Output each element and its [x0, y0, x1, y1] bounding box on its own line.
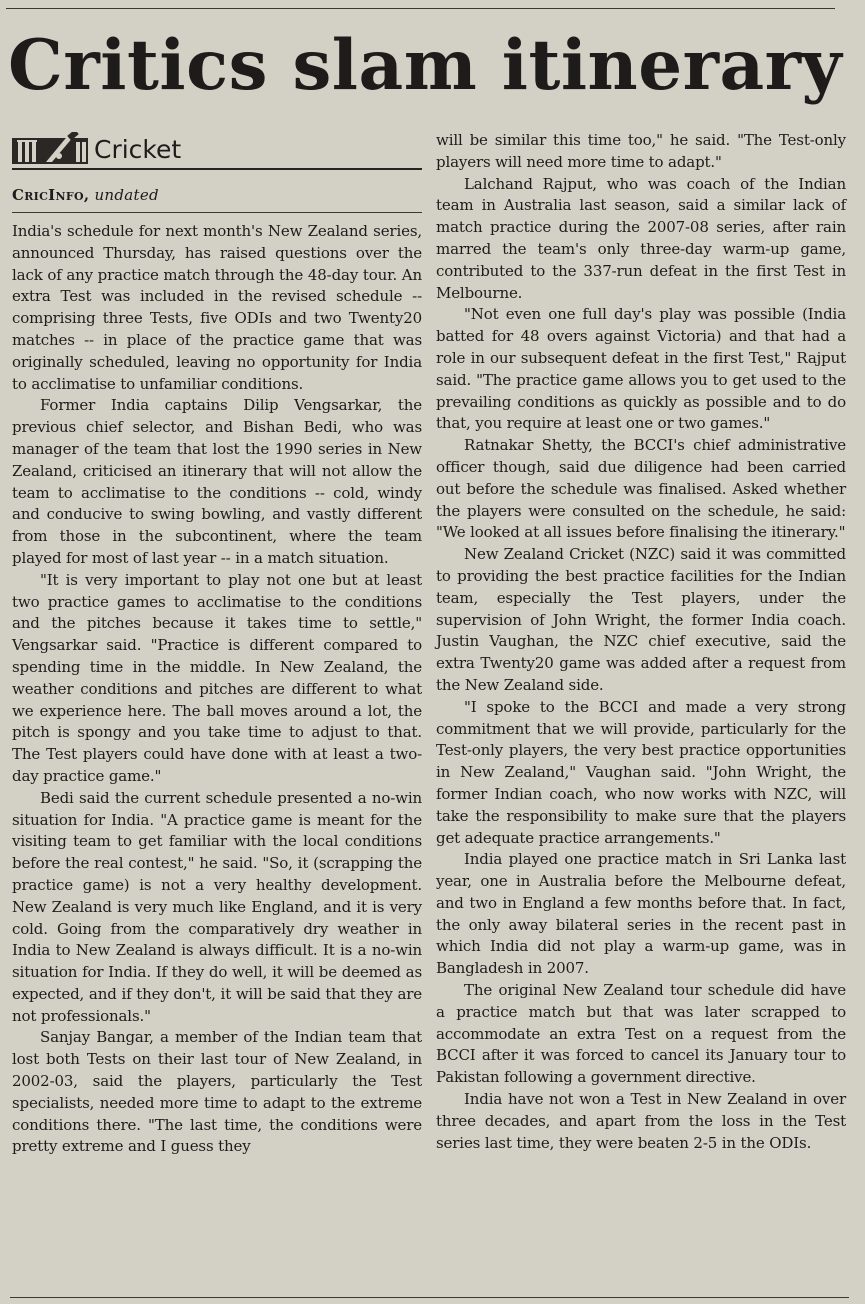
- paragraph: India have not won a Test in New Zealand in over three decades, and apart from the loss in the Test series last time, they were beaten 2-5 in the ODIs.: [436, 1090, 846, 1152]
- bottom-rule: [10, 1297, 849, 1298]
- paragraph: will be similar this time too," he said. "The Test-only players will need more time to adapt.": [436, 131, 846, 171]
- paragraph: Sanjay Bangar, a member of the Indian team that lost both Tests on their last tour of New Zealand, in 2002-03, said the players, particularly the Test specialists, needed more time to adapt to the extreme conditions there. "The last time, the conditions were pretty extreme and I guess they: [12, 1028, 422, 1156]
- paragraph: Lalchand Rajput, who was coach of the Indian team in Australia last season, said a similar lack of match practice during the 2007-08 series, after rain marred the team's only three-day warm-up game, contributed to the 337-run defeat in the first Test in Melbourne.: [436, 174, 846, 302]
- paragraph: India's schedule for next month's New Zealand series, announced Thursday, has raised questions over the lack of any practice match through the 48-day tour. An extra Test was included in the revised schedule -- comprising three Tests, five ODIs and two Twenty20 matches -- in place of the practice game that was originally scheduled, leaving no opportunity for India to acclimatise to unfamiliar conditions.: [12, 222, 422, 393]
- paragraph: New Zealand Cricket (NZC) said it was committed to providing the best practice facilities for the Indian team, especially the Test players, under the supervision of John Wright, the former India coach. Justin Vaughan, the NZC chief executive, said the extra Twenty20 game was added after a request from the New Zealand side.: [436, 545, 846, 694]
- paragraph: "Not even one full day's play was possible (India batted for 48 overs against Victoria) and that had a role in our subsequent defeat in the first Test," Rajput said. "The practice game allows you to get used to the prevailing conditions as quickly as possible and to do that, you require at least one or two games.": [436, 305, 846, 433]
- paragraph: The original New Zealand tour schedule did have a practice match but that was later scrapped to accommodate an extra Test on a request from the BCCI after it was forced to cancel its January tour to Pakistan following a government directive.: [436, 981, 846, 1087]
- top-rule: [6, 8, 835, 9]
- byline-date: undated: [94, 186, 159, 204]
- byline-source: CricInfo,: [12, 186, 90, 204]
- byline: [12, 184, 422, 213]
- paragraph: "It is very important to play not one but at least two practice games to acclimatise to the conditions and the pitches because it takes time to settle," Vengsarkar said. "Practice is different compared to spending time in the middle. In New Zealand, the weather conditions and pitches are different to what we experience here. The ball moves around a lot, the pitch is spongy and you take time to adjust to that. The Test players could have done with at least a two-day practice game.": [12, 570, 422, 785]
- paragraph: India played one practice match in Sri Lanka last year, one in Australia before the Melbourne defeat, and two in England a few months before that. In fact, the only away bilateral series in the recent past in which India did not play a warm-up game, was in Bangladesh in 2007.: [436, 850, 846, 978]
- paragraph: "I spoke to the BCCI and made a very strong commitment that we will provide, particularly for the Test-only players, the very best practice opportunities in New Zealand," Vaughan said. "John Wright, the former Indian coach, who now works with NZC, will take the responsibility to make sure that the players get adequate practice arrangements.": [436, 697, 846, 847]
- article-body-right: [436, 130, 846, 1154]
- headline: Critics slam itinerary: [8, 25, 843, 106]
- left-column: [12, 128, 422, 1158]
- article-body-left: [12, 221, 422, 1158]
- paragraph: Ratnakar Shetty, the BCCI's chief administrative officer though, said due diligence had been carried out before the schedule was finalised. Asked whether the players were consulted on the schedule, he said: "We looked at all issues before finalising the itinerary.": [436, 436, 846, 542]
- paragraph: Former India captains Dilip Vengsarkar, the previous chief selector, and Bishan Bedi, who was manager of the team that lost the 1990 series in New Zealand, criticised an itinerary that will not allow the team to acclimatise to the conditions -- cold, windy and conducive to swing bowling, and vastly different from those in the subcontinent, where the team played for most of last year -- in a match situation.: [12, 396, 422, 567]
- section-label: [12, 128, 422, 170]
- paragraph: Bedi said the current schedule presented a no-win situation for India. "A practice game is meant for the visiting team to get familiar with the local conditions before the real contest," he said. "So, it (scrapping the practice game) is not a very healthy development. New Zealand is very much like England, and it is very cold. Going from the comparatively dry weather in India to New Zealand is always difficult. It is a no-win situation for India. If they do well, it will be deemed as expected, and if they don't, it will be said that they are not professionals.": [12, 788, 422, 1025]
- cricket-stumps-bat-icon: [12, 132, 88, 168]
- section-label-text: Cricket: [94, 135, 182, 164]
- right-column: [436, 130, 846, 1154]
